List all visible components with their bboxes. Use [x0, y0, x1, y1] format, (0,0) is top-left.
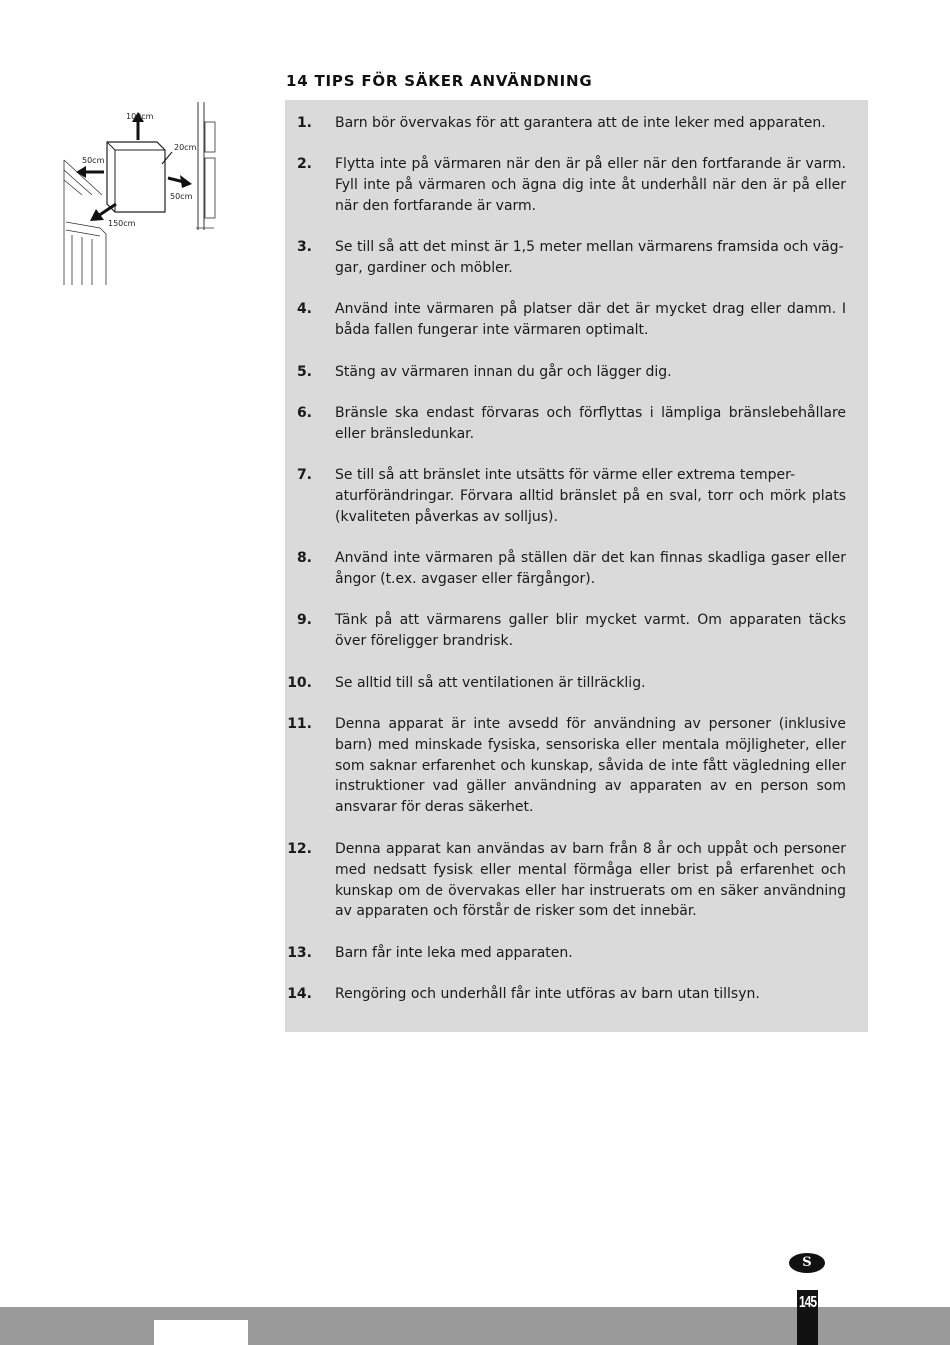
tip-number: 4. [296, 301, 312, 317]
tip-text: Använd inte värmaren på ställen där det kan finnas skadliga gaser eller ångor (t.ex. avgaser eller färgångor). [335, 550, 846, 587]
language-badge: S [789, 1253, 825, 1273]
footer-white-block [154, 1320, 248, 1345]
tip-number: 9. [296, 612, 312, 628]
page-number: 145 [798, 1292, 817, 1312]
tip-text: Barn får inte leka med apparaten. [335, 945, 573, 961]
tip-number: 2. [296, 156, 312, 172]
tip-number: 10. [287, 675, 312, 691]
tip-text: Rengöring och underhåll får inte utföras av barn utan tillsyn. [335, 986, 760, 1002]
tip-text: Denna apparat är inte avsedd för användning av personer (inklusive barn) med minskade fysiska, sensoriska eller mentala möjligheter, eller som saknar erfarenhet och kunskap, såvida de inte fått vägledning eller instruktioner vad gäller användning av apparaten av en person som ansvarar för deras säkerhet. [335, 716, 846, 816]
page-heading: 14 TIPS FÖR SÄKER ANVÄNDNING [286, 72, 593, 90]
tip-text: Se till så att bränslet inte utsätts för värme eller extrema temper- aturförändringar. Förvara alltid bränslet på en sval, torr och mörk plats (kvaliteten påverkas av solljus). [335, 467, 846, 525]
tip-text: Se alltid till så att ventilationen är tillräcklig. [335, 675, 646, 691]
clearance-diagram [62, 100, 222, 285]
tip-number: 14. [287, 986, 312, 1002]
label-right-top-clearance: 20cm [174, 143, 197, 152]
label-right-clearance: 50cm [170, 192, 193, 201]
tip-text: Använd inte värmaren på platser där det är mycket drag eller damm. I båda fallen fungerar inte värmaren optimalt. [335, 301, 846, 338]
label-front-clearance: 150cm [108, 219, 136, 228]
tip-number: 13. [287, 945, 312, 961]
tip-text: Tänk på att värmarens galler blir mycket varmt. Om apparaten täcks över föreligger brandrisk. [335, 612, 846, 649]
label-top-clearance: 100cm [126, 112, 154, 121]
tip-text: Barn bör övervakas för att garantera att de inte leker med apparaten. [335, 115, 826, 131]
tip-text: Flytta inte på värmaren när den är på eller när den fortfarande är varm. Fyll inte på värmaren och ägna dig inte åt underhåll när den är på eller när den fortfarande är varm. [335, 156, 846, 214]
tip-text: Stäng av värmaren innan du går och lägger dig. [335, 364, 672, 380]
tip-text: Bränsle ska endast förvaras och förflyttas i lämpliga bränslebehållare eller bränsledunkar. [335, 405, 846, 442]
tip-number: 8. [296, 550, 312, 566]
label-left-clearance: 50cm [82, 156, 105, 165]
page-number-tab [797, 1290, 818, 1345]
tip-number: 1. [296, 115, 312, 131]
tip-number: 5. [296, 364, 312, 380]
tip-number: 11. [287, 716, 312, 732]
tip-number: 3. [296, 239, 312, 255]
tip-number: 12. [287, 841, 312, 857]
tip-text: Denna apparat kan användas av barn från 8 år och uppåt och personer med nedsatt fysisk eller mental förmåga eller brist på erfarenhet och kunskap om de övervakas eller har instruerats om en säker användning av apparaten och förstår de risker som det innebär. [335, 841, 846, 920]
tip-text: Se till så att det minst är 1,5 meter mellan värmarens framsida och väg- gar, gardiner och möbler. [335, 239, 844, 276]
tips-panel [285, 100, 868, 1032]
tip-number: 7. [296, 467, 312, 483]
tip-number: 6. [296, 405, 312, 421]
